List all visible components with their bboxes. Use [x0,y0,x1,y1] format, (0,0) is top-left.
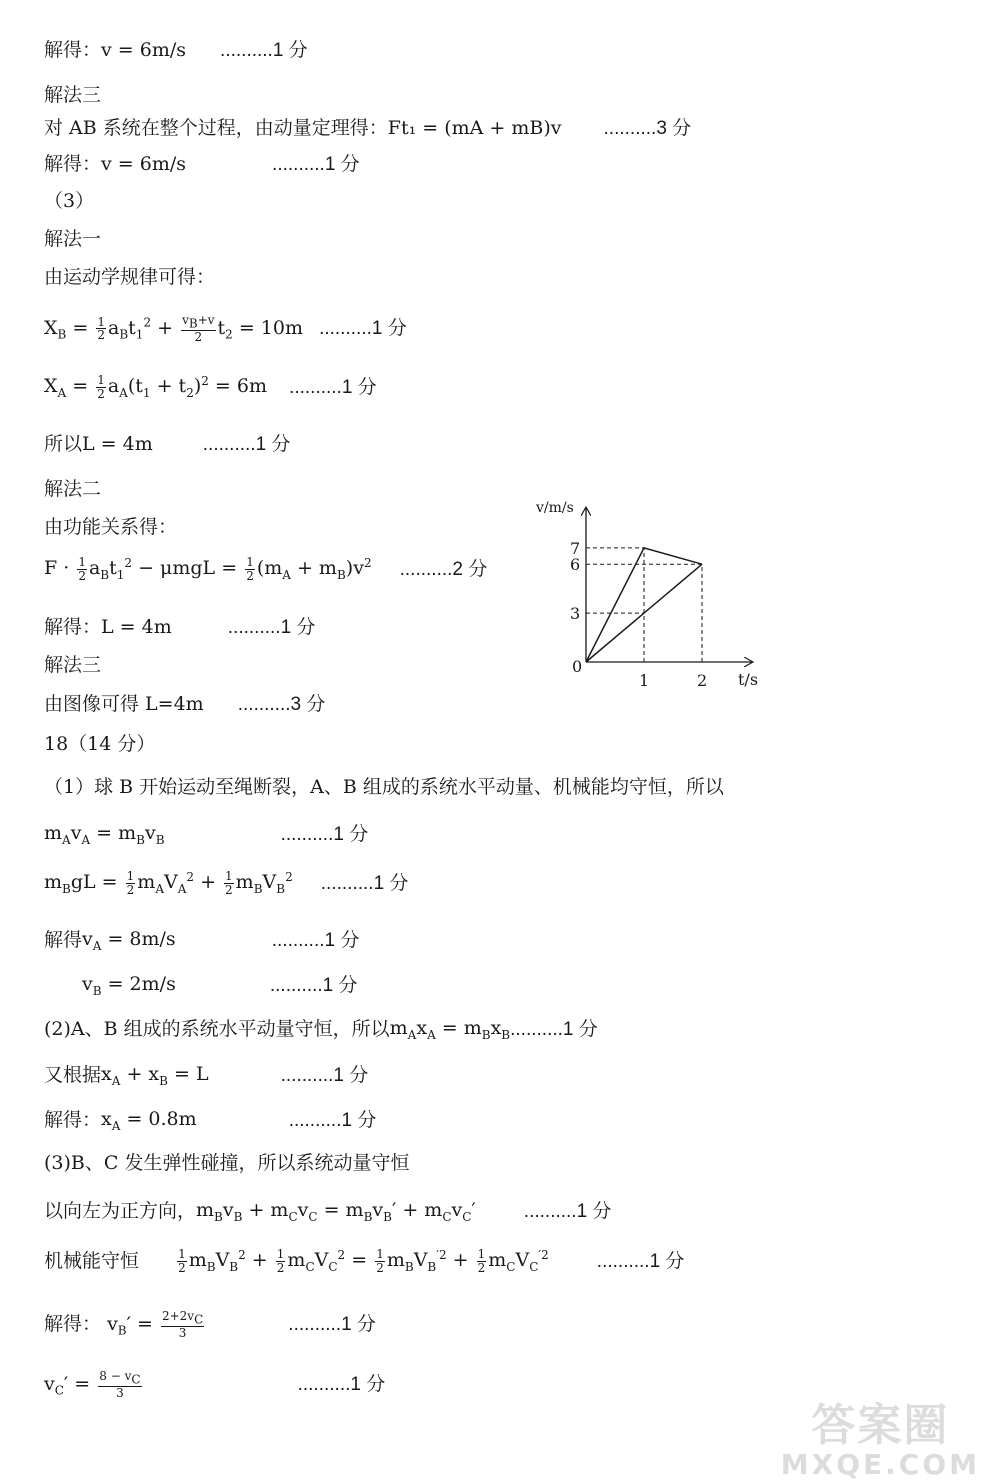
answer-text: 又根据 [44,1064,102,1087]
score-points: ..........1 分 [202,433,291,455]
score-points: ..........1 分 [596,1250,685,1272]
answer-text: 机械能守恒 [44,1249,140,1272]
subquestion-label: （3） [44,190,95,212]
equation: $x_A + x_B = L$ [101,1063,209,1088]
score-points: ..........1 分 [319,318,407,340]
equation: $v_A = 8m/s$ [82,928,176,953]
answer-line [44,434,290,454]
y-tick-label: 6 [570,555,581,575]
answer-line [44,617,315,637]
watermark-top: 答案圈 [811,1400,950,1452]
answer-line [44,1065,368,1087]
answer-text: 由功能关系得： [44,516,178,538]
score-points: ..........1 分 [227,616,316,638]
answer-text: (2)A、B 组成的系统水平动量守恒，所以 [44,1018,390,1041]
answer-text: (3)B、C 发生弹性碰撞，所以系统动量守恒 [44,1152,410,1174]
score-points: ..........1 分 [271,930,360,952]
answer-text: 以向左为正方向， [44,1200,197,1223]
answer-text: 解得： [44,1109,102,1132]
answer-text: 由图像可得 L=4m [44,692,204,715]
score-points: ..........1 分 [297,1374,386,1396]
method-heading: 解法二 [44,478,102,500]
score-points: ..........1 分 [220,39,308,61]
equation-line [44,1370,385,1400]
answer-line [44,1110,376,1132]
y-axis-label: v/m/s [536,500,574,516]
equation: $m_Bv_B + m_Cv_C = m_Bv_B' + m_Cv_C'$ [196,1199,476,1224]
answer-line [44,694,325,714]
score-points: ..........1 分 [288,1314,376,1336]
equation: $v_B = 2m/s$ [82,973,176,998]
answer-text: 由运动学规律可得： [44,266,216,288]
method-heading: 解法三 [44,654,102,676]
score-points: ..........1 分 [510,1019,598,1041]
answer-text: 解得：v = 6m/s [44,38,186,61]
answer-text: 对 AB 系统在整个过程，由动量定理得：Ft₁ = (mA + mB)v [44,116,562,139]
score-points: ..........1 分 [288,1110,377,1132]
equation: $x_A = 0.8m$ [101,1108,197,1133]
equation: $X_B$ = $\frac{1}{2}$ $a_Bt_1^2$ + $\frac{v_B+v}{2}$ $t_2 = 10m$ [44,313,304,344]
watermark-logo [780,1400,980,1481]
method-heading: 解法一 [44,228,102,250]
score-points: ..........1 分 [280,1065,369,1087]
equation-line [44,374,377,400]
answer-text: （1）球 B 开始运动至绳断裂，A、B 组成的系统水平动量、机械能均守恒，所以 [44,776,724,798]
equation: $m_Av_A = m_Bv_B$ [44,822,165,847]
answer-line [44,930,359,952]
answer-text: 所以L = 4m [44,432,153,455]
y-tick-label: 7 [570,538,581,558]
score-points: ..........1 分 [320,872,409,894]
equation: F · $\frac{1}{2}$ $a_Bt_1^2 - \mu mgL$ = $\frac{1}{2}$ $(m_A + m_B)v^2$ [44,555,372,583]
equation-line [44,870,408,896]
score-points: ..........3 分 [603,117,692,139]
score-points: ..........1 分 [269,975,358,997]
answer-text: 解得：v = 6m/s [44,152,186,175]
equation-line [44,556,487,582]
x-tick-label: 1 [639,671,650,690]
answer-text: 解得 [44,929,83,952]
answer-line [44,1248,684,1274]
answer-text: 解得： [44,1313,102,1336]
equation: $v_B'$ = $\frac{2+2v_C}{3}$ [107,1309,204,1340]
x-axis-label: t/s [738,670,759,689]
answer-text: 解得：L = 4m [44,615,172,638]
equation-line [82,975,358,997]
answer-line [44,154,360,174]
score-points: ..........2 分 [399,558,488,580]
score-points: ..........1 分 [280,824,369,846]
answer-line [44,40,308,60]
score-points: ..........1 分 [272,153,360,175]
answer-line [44,1201,611,1223]
equation: $m_Ax_A = m_Bx_B$ [389,1017,511,1042]
velocity-time-graph [520,490,780,700]
y-tick-label: 3 [570,604,581,624]
equation: $\frac{1}{2}$ $m_BV_B^2$ + $\frac{1}{2}$ $m_CV_C^2$ = $\frac{1}{2}$ $m_BV_B^{'2}$ + $\frac{1}{2}$ $m_CV_C^{'2}$ [178,1247,549,1275]
question-heading: 18（14 分） [44,733,156,755]
x-tick-label: 0 [572,657,583,676]
x-tick-label: 2 [697,671,708,690]
answer-line [44,1019,598,1041]
method-heading: 解法三 [44,84,102,106]
watermark-bottom: MXQE.COM [780,1447,980,1481]
score-points: ..........1 分 [523,1201,612,1223]
answer-line [44,1310,376,1340]
score-points: ..........3 分 [237,693,326,715]
equation: $v_C'$ = $\frac{8 - v_C}{3}$ [44,1369,141,1400]
equation-line [44,824,368,846]
equation: $X_A$ = $\frac{1}{2}$ $a_A(t_1 + t_2)^2 = 6m$ [44,373,267,401]
equation-line [44,314,407,344]
score-points: ..........1 分 [289,376,377,398]
answer-line [44,118,691,138]
equation: $m_BgL$ = $\frac{1}{2}$ $m_AV_A^2$ + $\frac{1}{2}$ $m_BV_B^2$ [44,869,293,897]
